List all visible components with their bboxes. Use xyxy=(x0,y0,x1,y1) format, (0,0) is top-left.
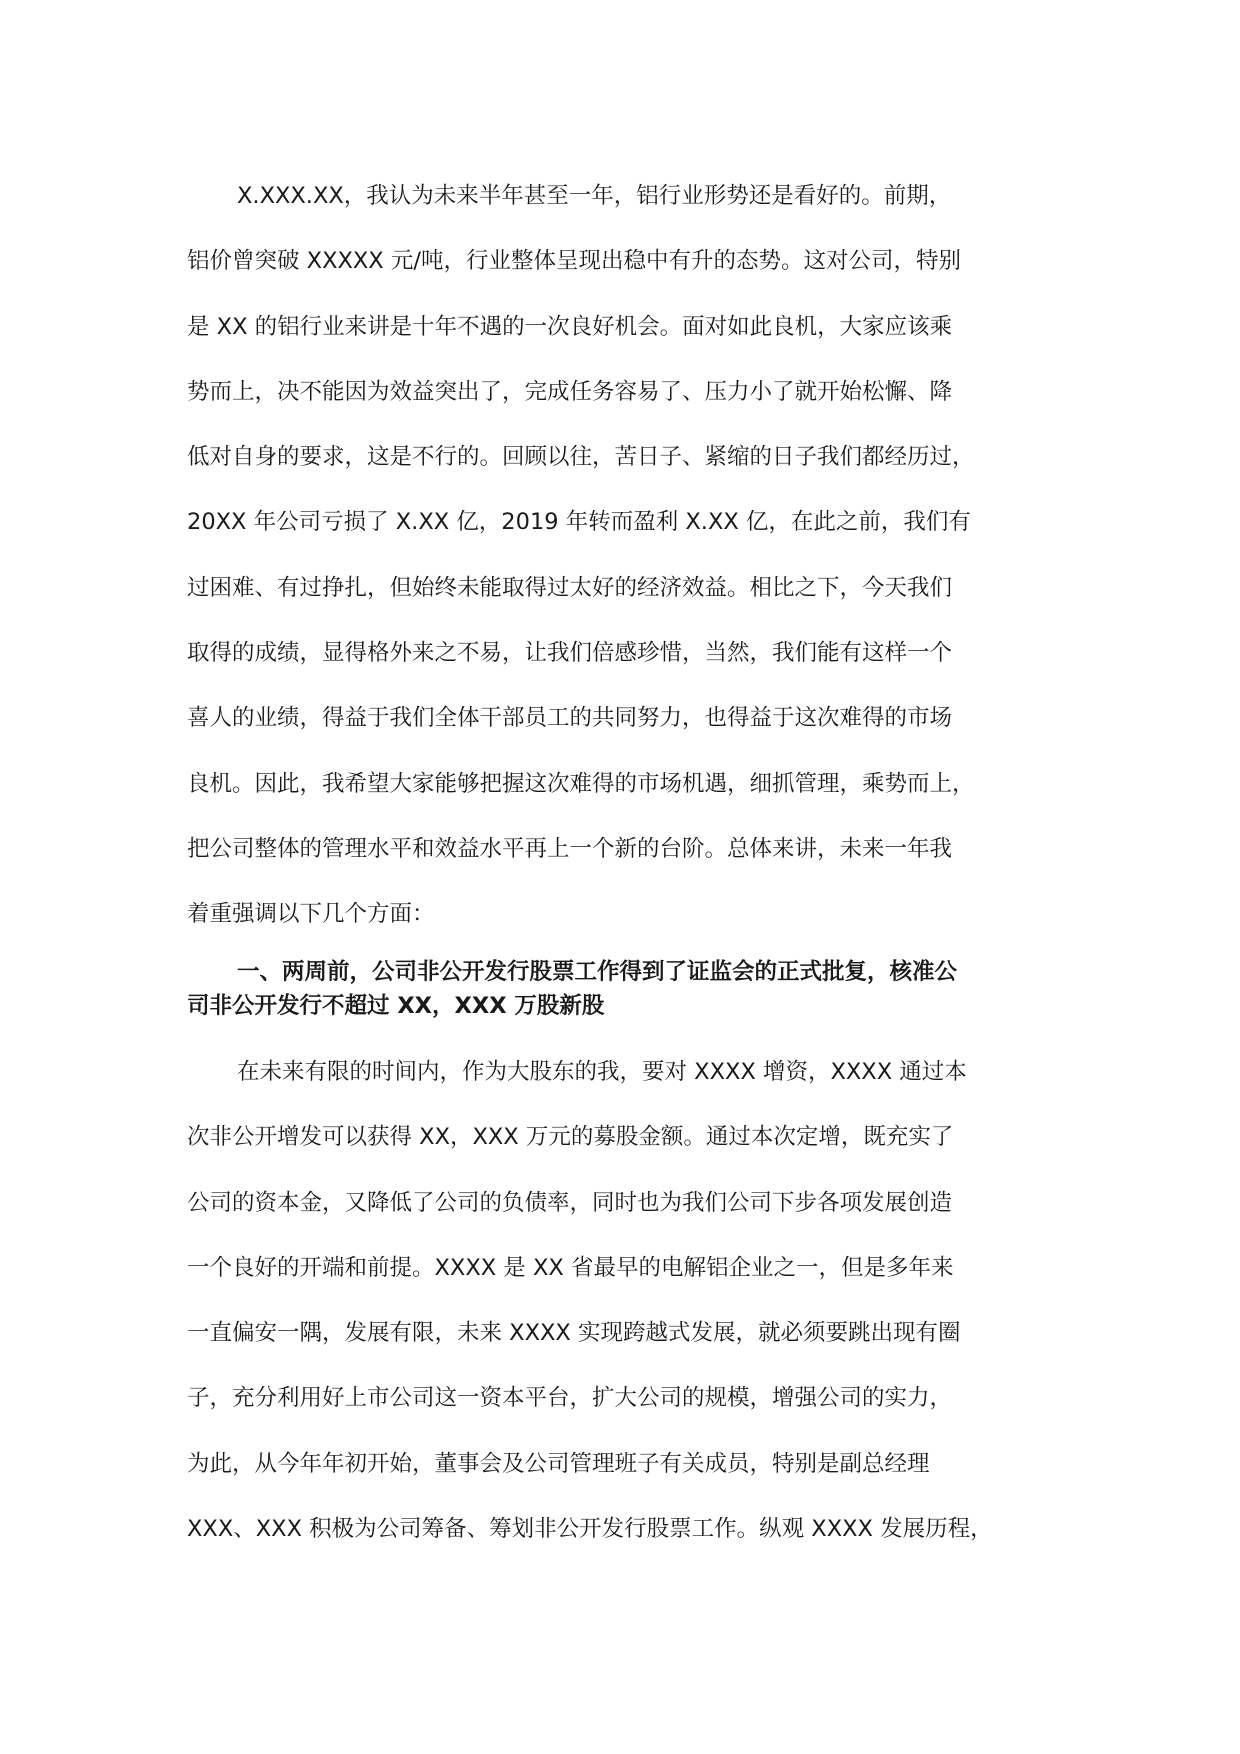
paragraph-line: 过困难、有过挣扎，但始终未能取得过太好的经济效益。相比之下，今天我们 xyxy=(187,574,953,601)
paragraph-line: 良机。因此，我希望大家能够把握这次难得的市场机遇，细抓管理，乘势而上， xyxy=(187,770,975,797)
heading-line: 一、两周前，公司非公开发行股票工作得到了证监会的正式批复，核准公 xyxy=(237,959,958,985)
paragraph-line: 一直偏安一隅，发展有限，未来 XXXX 实现跨越式发展，就必须要跳出现有圈 xyxy=(187,1320,961,1347)
paragraph-line: 取得的成绩，显得格外来之不易，让我们倍感珍惜，当然，我们能有这样一个 xyxy=(187,640,953,667)
paragraph-line: 着重强调以下几个方面： xyxy=(187,901,435,928)
paragraph-line: 次非公开增发可以获得 XX，XXX 万元的募股金额。通过本次定增，既充实了 xyxy=(187,1124,954,1151)
heading-line: 司非公开发行不超过 XX，XXX 万股新股 xyxy=(187,993,605,1019)
body-paragraph-2 xyxy=(187,1040,1087,1562)
paragraph-line: 低对自身的要求，这是不行的。回顾以往，苦日子、紧缩的日子我们都经历过， xyxy=(187,444,975,471)
paragraph-line: 势而上，决不能因为效益突出了，完成任务容易了、压力小了就开始松懈、降 xyxy=(187,378,953,405)
body-paragraph-1 xyxy=(187,164,1087,948)
paragraph-line: 一个良好的开端和前提。XXXX 是 XX 省最早的电解铝企业之一，但是多年来 xyxy=(187,1254,954,1281)
paragraph-line: 铝价曾突破 XXXXX 元/吨，行业整体呈现出稳中有升的态势。这对公司，特别 xyxy=(187,248,961,275)
paragraph-line: XXX、XXX 积极为公司筹备、筹划非公开发行股票工作。纵观 XXXX 发展历程， xyxy=(187,1516,993,1543)
paragraph-line: 为此，从今年年初开始，董事会及公司管理班子有关成员，特别是副总经理 xyxy=(187,1450,930,1477)
paragraph-line: 是 XX 的铝行业来讲是十年不遇的一次良好机会。面对如此良机，大家应该乘 xyxy=(187,313,953,340)
paragraph-line: 把公司整体的管理水平和效益水平再上一个新的台阶。总体来讲，未来一年我 xyxy=(187,835,953,862)
section-heading-1 xyxy=(187,955,1087,1023)
paragraph-line: 20XX 年公司亏损了 X.XX 亿，2019 年转而盈利 X.XX 亿，在此之前，我们有 xyxy=(187,509,971,536)
paragraph-line: 在未来有限的时间内，作为大股东的我，要对 XXXX 增资，XXXX 通过本 xyxy=(237,1059,967,1085)
paragraph-line: 公司的资本金，又降低了公司的负债率，同时也为我们公司下步各项发展创造 xyxy=(187,1189,953,1216)
paragraph-line: 喜人的业绩，得益于我们全体干部员工的共同努力，也得益于这次难得的市场 xyxy=(187,705,953,732)
paragraph-line: X.XXX.XX，我认为未来半年甚至一年，铝行业形势还是看好的。前期， xyxy=(237,183,952,209)
paragraph-line: 子，充分利用好上市公司这一资本平台，扩大公司的规模，增强公司的实力， xyxy=(187,1385,953,1412)
